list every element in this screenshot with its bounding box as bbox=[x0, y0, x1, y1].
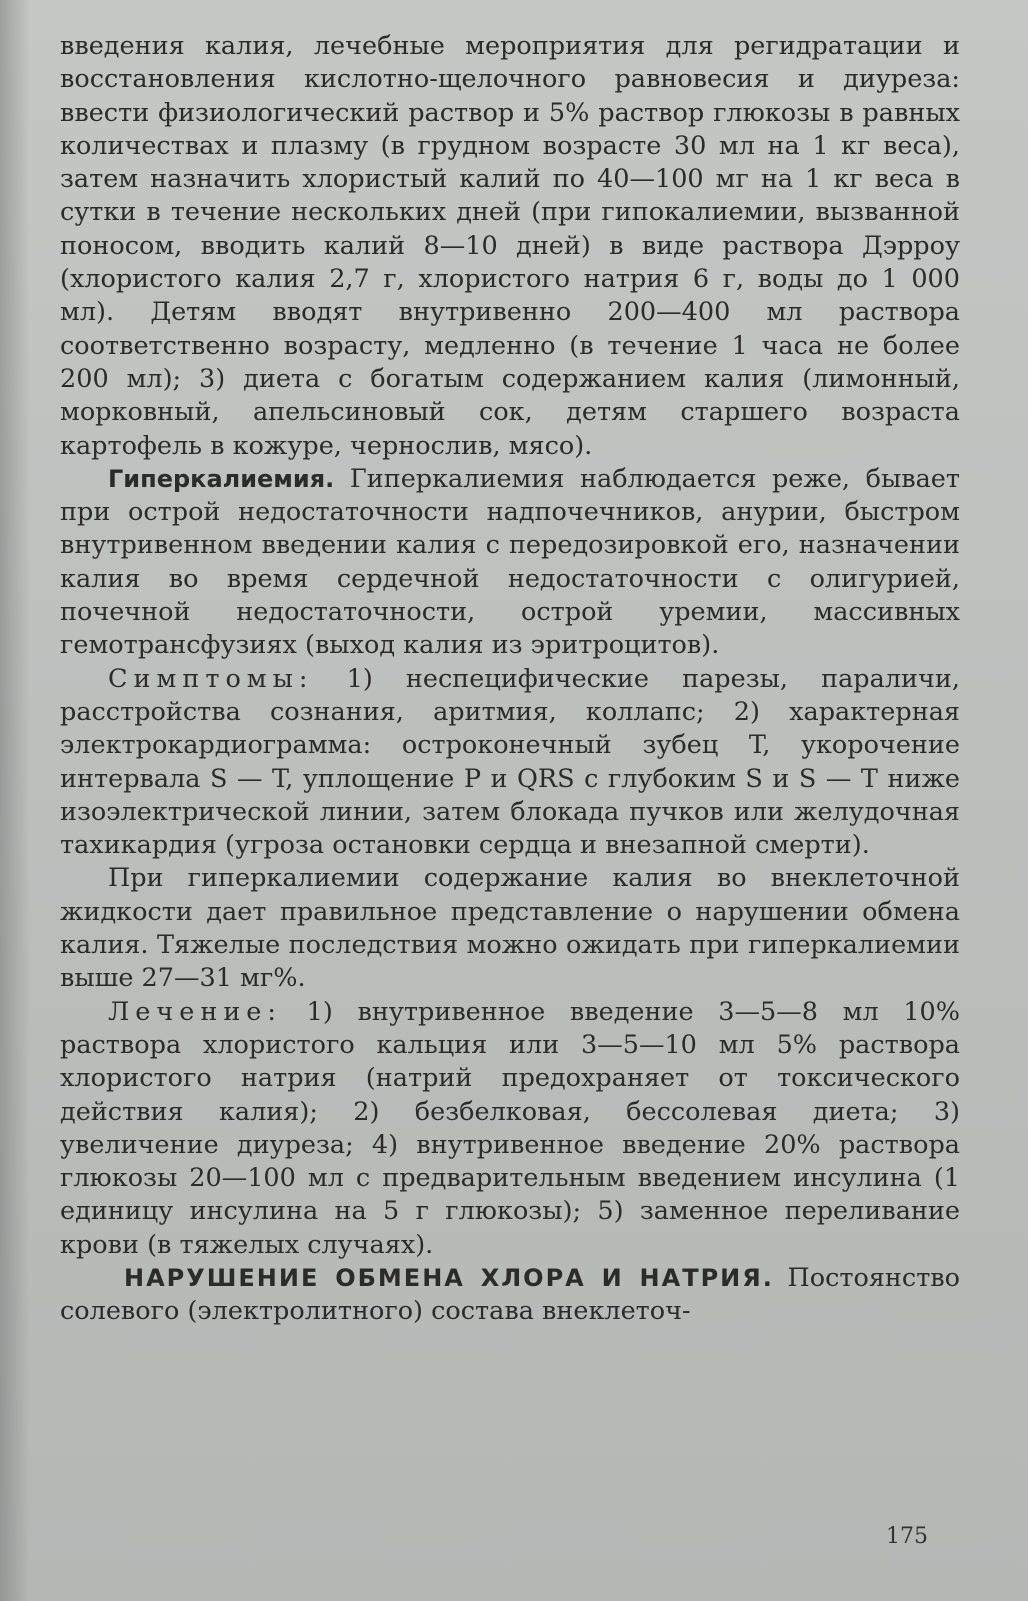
section-heading-hyperkalemia: Гиперкалиемия. bbox=[108, 464, 335, 493]
paragraph-hyperkalemia bbox=[60, 463, 960, 663]
paragraph-text: При гиперкалиемии содержание калия во внеклеточной жидкости дает правильное представление о нарушении обмена калия. Тяжелые последствия можно ожидать при гиперкалиемии выше 27—31 мг%. bbox=[60, 863, 960, 994]
paragraph-text: 1) неспецифические парезы, параличи, расстройства сознания, аритмия, коллапс; 2) характерная электрокардиограмма: остроконечный зубец T, укорочение интервала S — T, уплощение P и QRS с глубоким S и S — T ниже изоэлектрической линии, затем блокада пучков или желудочная тахикардия (угроза остановки сердца и внезапной смерти). bbox=[60, 663, 960, 861]
spaced-heading-treatment: Лечение: bbox=[108, 996, 282, 1027]
paragraph-symptoms bbox=[60, 663, 960, 863]
paragraph-treatment-continuation bbox=[60, 30, 960, 463]
paragraph-extracellular bbox=[60, 862, 960, 995]
paragraph-text: введения калия, лечебные мероприятия для регидратации и восстановления кислотно-щелочного равновесия и диуреза: ввести физиологический раствор и 5% раствор глюкозы в равных количествах и плазму (в грудном возрасте 30 мл на 1 кг веса), затем назначить хлористый калий по 40—100 мг на 1 кг веса в сутки в течение нескольких дней (при гипокалиемии, вызванной поносом, вводить калий 8—10 дней) в виде раствора Дэрроу (хлористого калия 2,7 г, хлористого натрия 6 г, воды до 1 000 мл). Детям вводят внутривенно 200—400 мл раствора соответственно возрасту, медленно (в течение 1 часа не более 200 мл); 3) диета с богатым содержанием калия (лимонный, морковный, апельсиновый сок, детям старшего возраста картофель в кожуре, чернослив, мясо). bbox=[60, 31, 960, 461]
paragraph-treatment bbox=[60, 996, 960, 1262]
paragraph-chlorine-sodium bbox=[60, 1262, 960, 1329]
chapter-heading: НАРУШЕНИЕ ОБМЕНА ХЛОРА И НАТРИЯ. bbox=[124, 1263, 774, 1292]
page-number: 175 bbox=[886, 1524, 928, 1549]
paragraph-text: Постоянство солевого (электролитного) состава внеклеточ- bbox=[60, 1262, 961, 1327]
paragraph-text: 1) внутривенное введение 3—5—8 мл 10% раствора хлористого кальция или 3—5—10 мл 5% раствора хлористого натрия (натрий предохраняет от токсического действия калия); 2) безбелковая, бессолевая диета; 3) увеличение диуреза; 4) внутривенное введение 20% раствора глюкозы 20—100 мл с предварительным введением инсулина (1 единицу инсулина на 5 г глюкозы); 5) заменное переливание крови (в тяжелых случаях). bbox=[60, 996, 960, 1260]
body-text bbox=[60, 30, 960, 1329]
paragraph-text: Гиперкалиемия наблюдается реже, бывает при острой недостаточности надпочечников, анурии, быстром внутривенном введении калия с передозировкой его, назначении калия во время сердечной недостаточности с олигурией, почечной недостаточности, острой уремии, массивных гемотрансфузиях (выход калия из эритроцитов). bbox=[60, 463, 960, 661]
spaced-heading-symptoms: Симптомы: bbox=[108, 663, 314, 694]
